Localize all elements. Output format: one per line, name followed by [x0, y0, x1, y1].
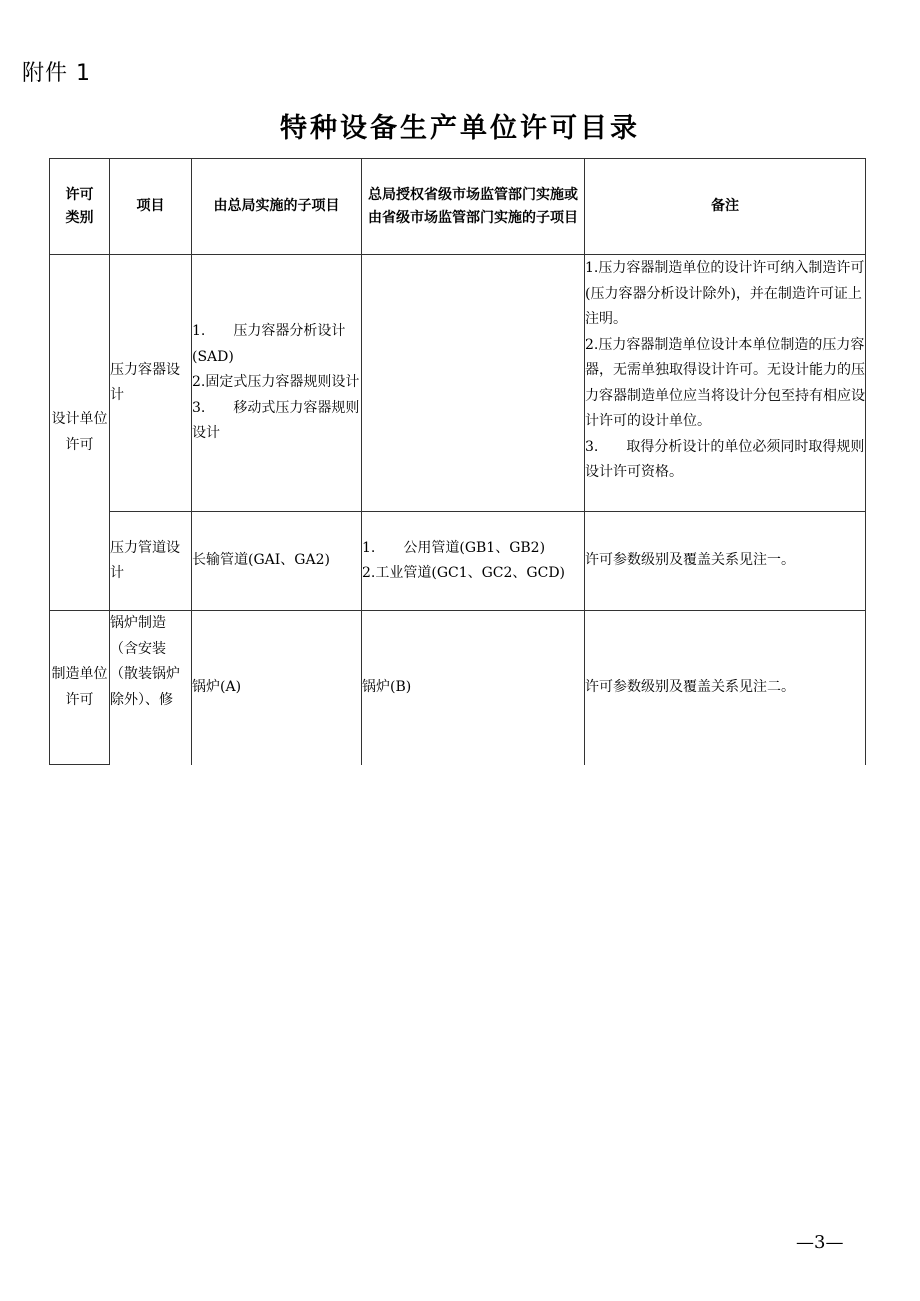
page-title: 特种设备生产单位许可目录	[280, 113, 640, 144]
category-cell: 制造单位许可	[50, 611, 110, 765]
page-number: —3—	[796, 1232, 844, 1253]
national-sub-cell: 1. 压力容器分析设计(SAD) 2.固定式压力容器规则设计 3. 移动式压力容器规则设计	[192, 255, 362, 512]
table-header-row	[50, 159, 866, 255]
table-row	[50, 611, 866, 765]
header-notes: 备注	[585, 159, 866, 255]
item-cell: 压力管道设计	[110, 512, 192, 611]
provincial-sub-cell: 1. 公用管道(GB1、GB2) 2.工业管道(GC1、GC2、GCD)	[362, 512, 585, 611]
permit-catalog-table	[49, 158, 866, 765]
national-sub-cell: 锅炉(A)	[192, 611, 362, 765]
header-item: 项目	[110, 159, 192, 255]
notes-cell: 许可参数级别及覆盖关系见注一。	[585, 512, 866, 611]
header-provincial-sub: 总局授权省级市场监管部门实施或由省级市场监管部门实施的子项目	[362, 159, 585, 255]
header-national-sub: 由总局实施的子项目	[192, 159, 362, 255]
table-row	[50, 512, 866, 611]
header-category: 许可类别	[50, 159, 110, 255]
notes-cell: 许可参数级别及覆盖关系见注二。	[585, 611, 866, 765]
national-sub-cell: 长输管道(GAI、GA2)	[192, 512, 362, 611]
attachment-label: 附件 1	[22, 61, 91, 86]
item-cell: 锅炉制造（含安装（散装锅炉除外）、修	[110, 611, 192, 765]
table-row	[50, 255, 866, 512]
provincial-sub-cell	[362, 255, 585, 512]
item-cell: 压力容器设计	[110, 255, 192, 512]
provincial-sub-cell: 锅炉(B)	[362, 611, 585, 765]
category-cell: 设计单位许可	[50, 255, 110, 611]
notes-cell: 1.压力容器制造单位的设计许可纳入制造许可(压力容器分析设计除外)，并在制造许可证上注明。 2.压力容器制造单位设计本单位制造的压力容器，无需单独取得设计许可。无设计能力的压力容器制造单位应当将设计分包至持有相应设计许可的设计单位。 3. 取得分析设计的单位必须同时取得规则设计许可资格。	[585, 255, 866, 512]
